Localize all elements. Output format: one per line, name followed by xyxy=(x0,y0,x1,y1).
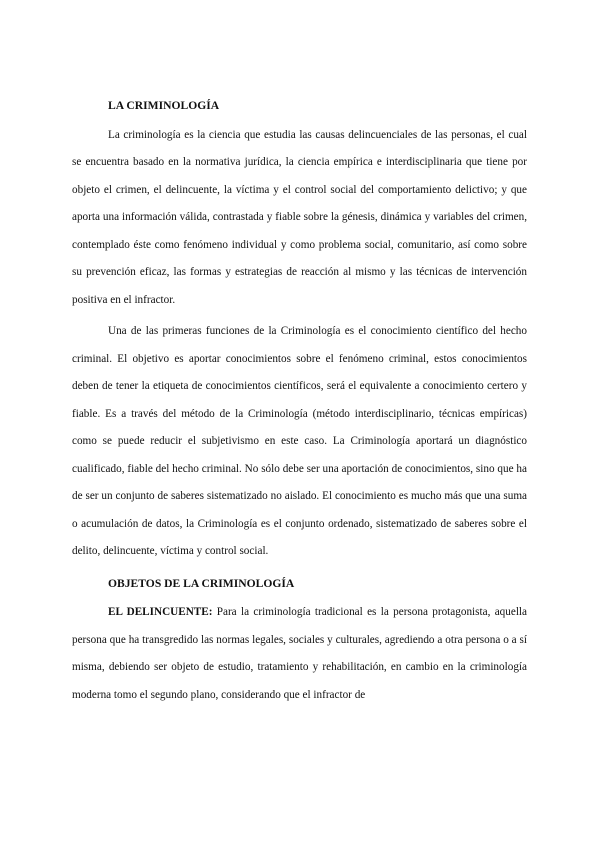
paragraph-functions: Una de las primeras funciones de la Criminología es el conocimiento científico del hecho criminal. El objetivo es aportar conocimientos sobre el fenómeno criminal, estos conocimientos deben de tener la etiqueta de conocimientos científicos, será el equivalente a conocimiento certero y fiable. Es a través del método de la Criminología (método interdisciplinario, técnicas empíricas) como se puede reducir el subjetivismo en este caso. La Criminología aportará un diagnóstico cualificado, fiable del hecho criminal. No sólo debe ser una aportación de conocimientos, sino que ha de ser un conjunto de saberes sistematizado no aislado. El conocimiento es mucho más que una suma o acumulación de datos, la Criminología es el conjunto ordenado, sistematizado de saberes sobre el delito, delincuente, víctima y control social. xyxy=(72,325,527,557)
paragraph-definition: La criminología es la ciencia que estudia las causas delincuenciales de las personas, el cual se encuentra basado en la normativa jurídica, la ciencia empírica e interdisciplinaria que tiene por objeto el crimen, el delincuente, la víctima y el control social del comportamiento delictivo; y que aporta una información válida, contrastada y fiable sobre la génesis, dinámica y variables del crimen, contemplado éste como fenómeno individual y como problema social, comunitario, así como sobre su prevención eficaz, las formas y estrategias de reacción al mismo y las técnicas de intervención positiva en el infractor. xyxy=(72,128,527,306)
section-heading-criminologia: LA CRIMINOLOGÍA xyxy=(108,99,220,112)
section-heading-objetos: OBJETOS DE LA CRIMINOLOGÍA xyxy=(108,576,295,590)
document-page xyxy=(72,92,527,709)
paragraph-delincuente-text: Para la criminología tradicional es la persona protagonista, aquella persona que ha transgredido las normas legales, sociales y culturales, agrediendo a otra persona o a sí misma, debiendo ser objeto de estudio, tratamiento y rehabilitación, en cambio en la criminología moderna tomo el segundo plano, considerando que el infractor de xyxy=(72,606,528,701)
paragraph-delincuente xyxy=(72,599,527,709)
paragraph-lead-label: EL DELINCUENTE: xyxy=(108,606,213,618)
